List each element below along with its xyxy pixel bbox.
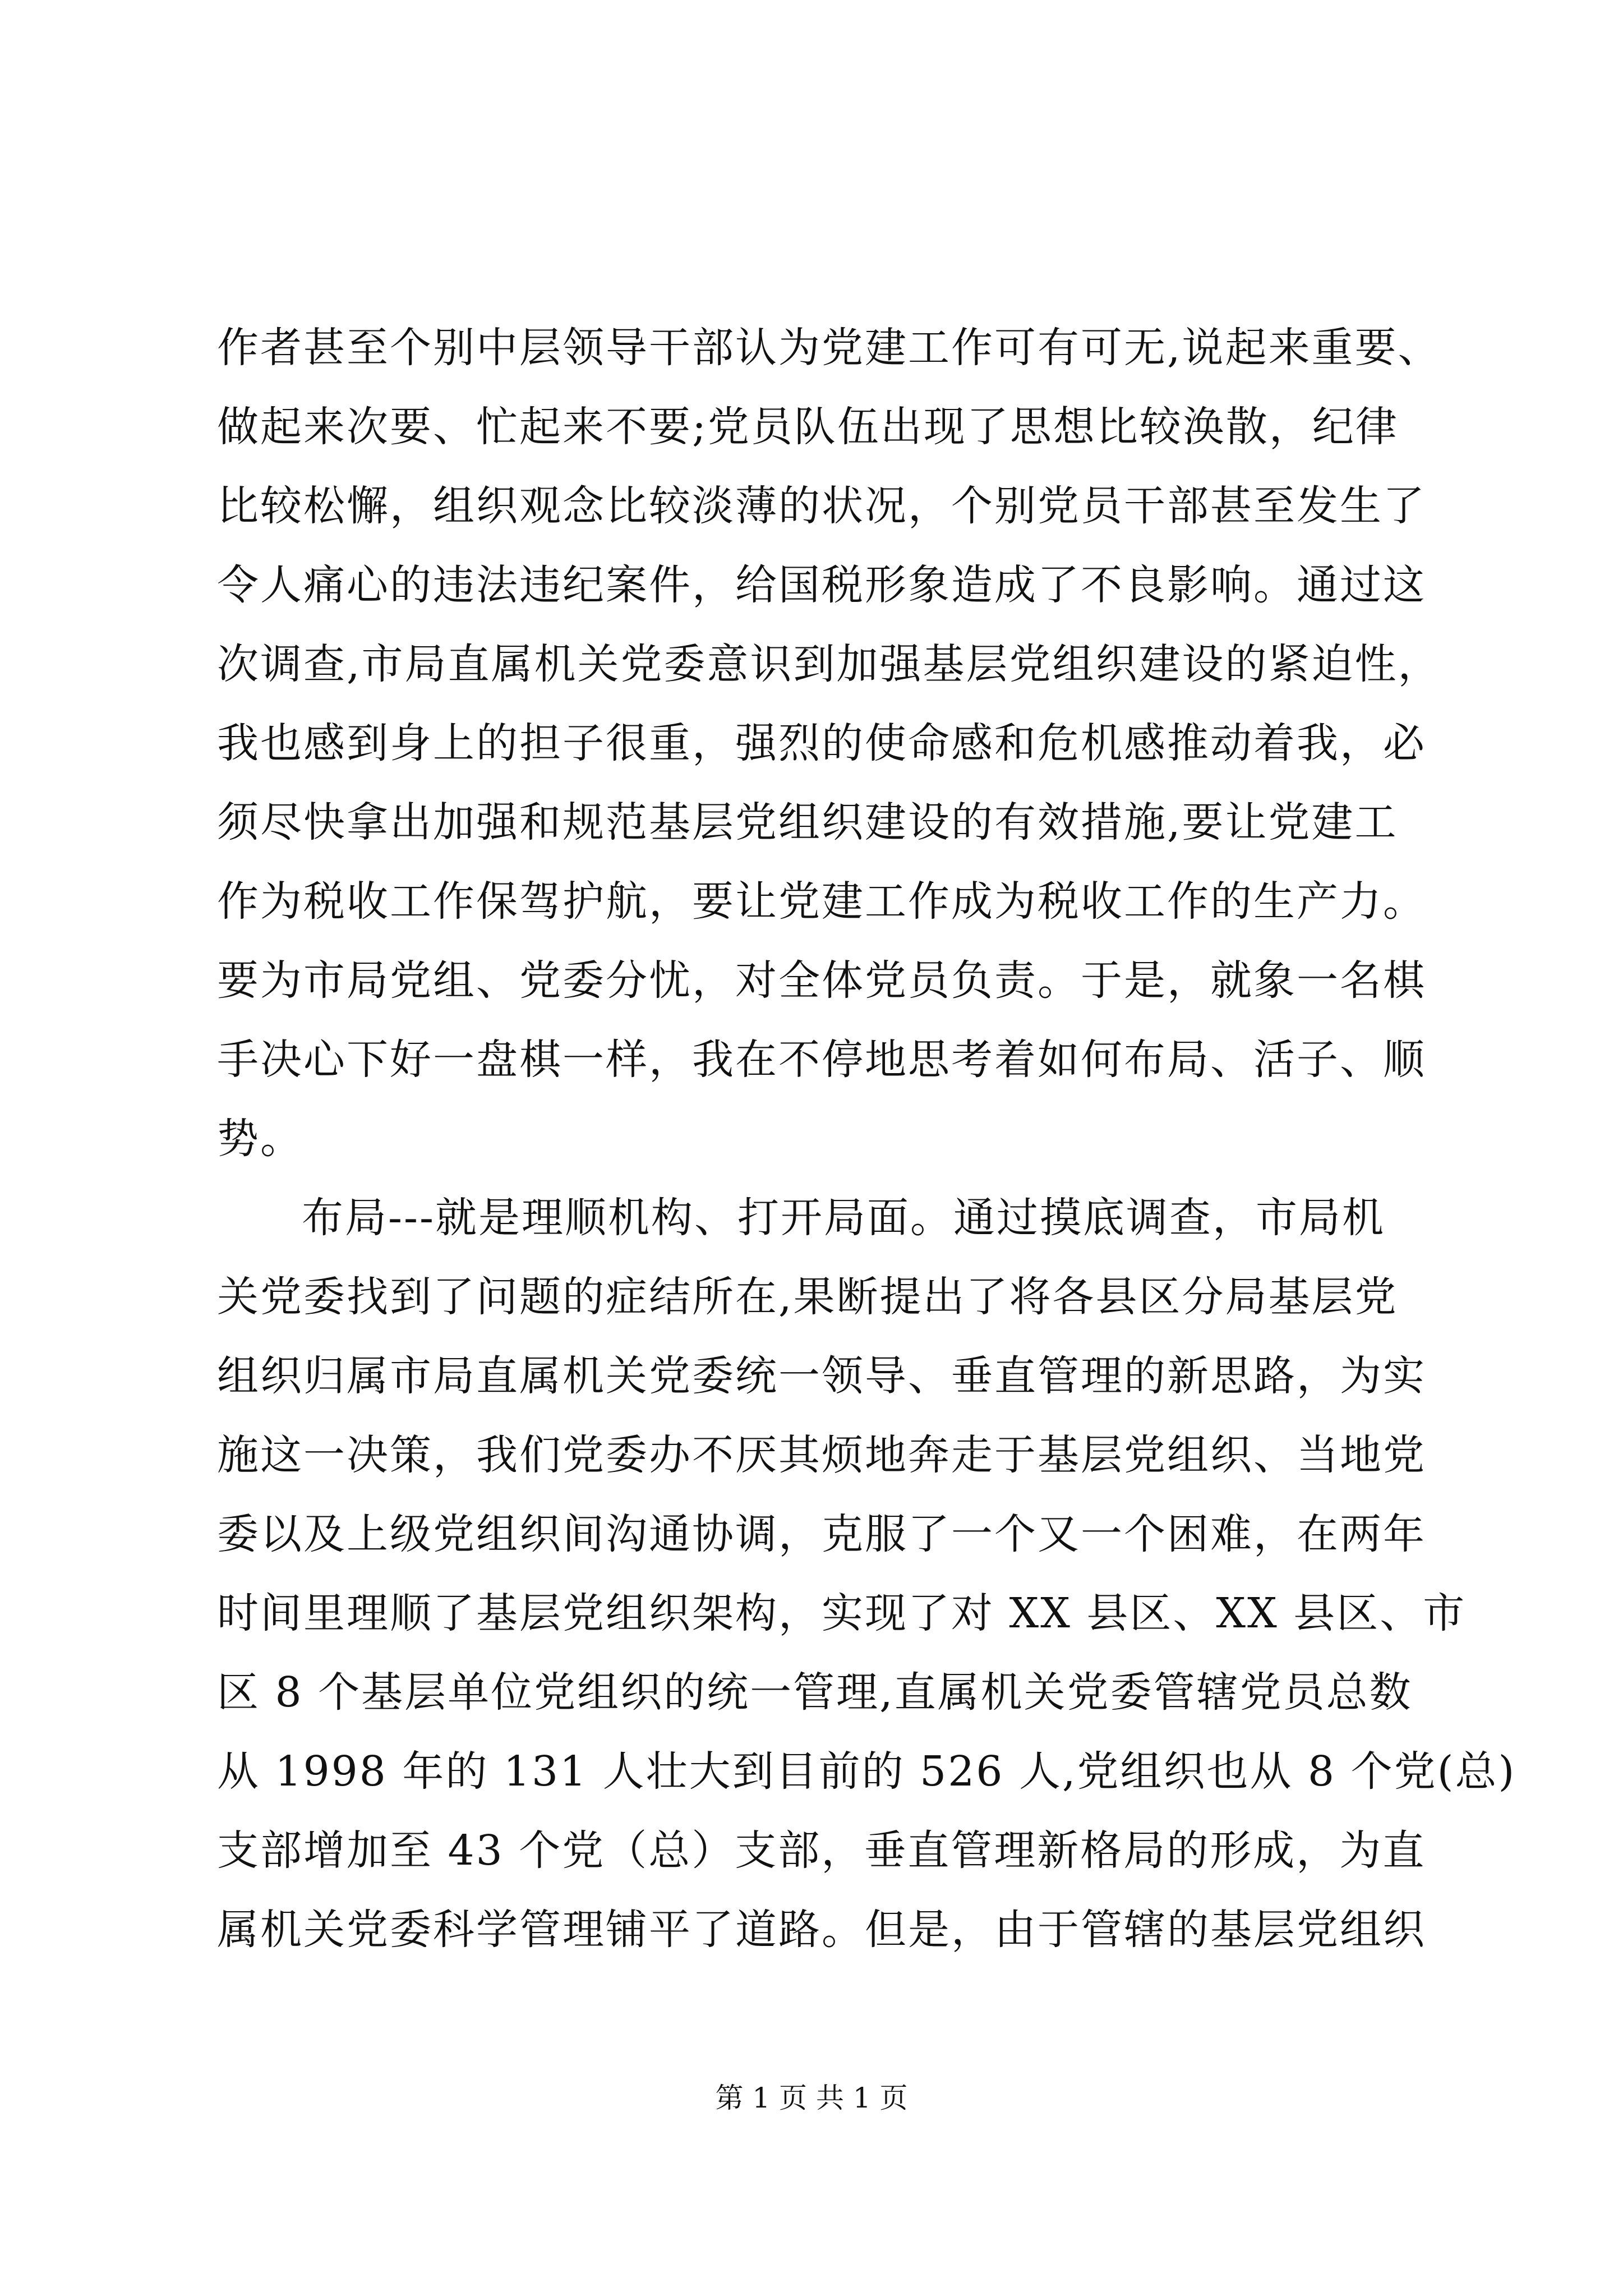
text-line: 做起来次要、忙起来不要;党员队伍出现了思想比较涣散，纪律 — [217, 403, 1399, 451]
text-line: 次调查,市局直属机关党委意识到加强基层党组织建设的紧迫性， — [217, 640, 1441, 688]
text-line: 作者甚至个别中层领导干部认为党建工作可有可无,说起来重要、 — [217, 324, 1441, 372]
text-line: 我也感到身上的担子很重，强烈的使命感和危机感推动着我，必 — [217, 719, 1426, 767]
text-line: 关党委找到了问题的症结所在,果断提出了将各县区分局基层党 — [217, 1273, 1398, 1321]
text-line: 作为税收工作保驾护航，要让党建工作成为税收工作的生产力。 — [217, 877, 1426, 926]
text-line: 令人痛心的违法违纪案件，给国税形象造成了不良影响。通过这 — [217, 561, 1426, 609]
text-line: 要为市局党组、党委分忧，对全体党员负责。于是，就象一名棋 — [217, 956, 1426, 1005]
page-number-footer: 第 1 页 共 1 页 — [715, 2082, 908, 2114]
text-line: 属机关党委科学管理铺平了道路。但是，由于管辖的基层党组织 — [217, 1906, 1426, 1954]
text-line: 须尽快拿出加强和规范基层党组织建设的有效措施,要让党建工 — [217, 798, 1398, 846]
text-line: 区 8 个基层单位党组织的统一管理,直属机关党委管辖党员总数 — [217, 1668, 1413, 1717]
text-line: 势。 — [217, 1115, 303, 1163]
text-line: 手决心下好一盘棋一样，我在不停地思考着如何布局、活子、顺 — [217, 1036, 1426, 1084]
paragraph-first-line: 布局---就是理顺机构、打开局面。通过摸底调查，市局机 — [302, 1194, 1386, 1242]
text-line: 支部增加至 43 个党（总）支部，垂直管理新格局的形成，为直 — [217, 1826, 1426, 1875]
text-line: 时间里理顺了基层党组织架构，实现了对 XX 县区、XX 县区、市 — [217, 1589, 1467, 1637]
text-line: 比较松懈，组织观念比较淡薄的状况，个别党员干部甚至发生了 — [217, 482, 1426, 530]
text-line: 施这一决策，我们党委办不厌其烦地奔走于基层党组织、当地党 — [217, 1431, 1426, 1479]
text-line: 委以及上级党组织间沟通协调，克服了一个又一个困难，在两年 — [217, 1510, 1426, 1558]
text-line: 组织归属市局直属机关党委统一领导、垂直管理的新思路，为实 — [217, 1352, 1426, 1400]
text-line: 从 1998 年的 131 人壮大到目前的 526 人,党组织也从 8 个党(总) — [217, 1747, 1516, 1796]
